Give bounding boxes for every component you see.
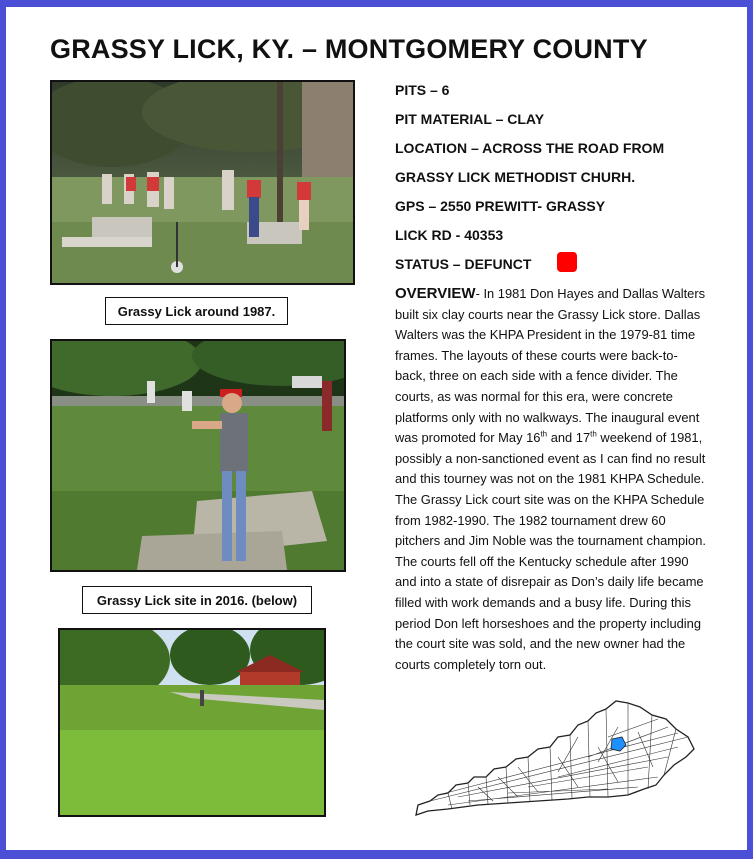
overview-mid: and 17	[547, 430, 591, 446]
photo-pitcher	[50, 339, 346, 572]
overview-text	[395, 284, 707, 675]
overview-lead: - In 1981 Don Hayes and Dallas Walters built six clay courts near the Grassy Lick store. Dallas Walters was the KHPA President in the 1979-81 time frames. The layouts of these courts were back-to-back, three on each side with a fence divider. The courts, as was normal for this era, were concrete platforms only with no walkways. The inaugural event was promoted for May 16	[395, 286, 706, 446]
fact-gps-cont: LICK RD - 40353	[395, 227, 504, 243]
fact-pit-material: PIT MATERIAL – CLAY	[395, 111, 545, 127]
overview-sup-1: th	[540, 429, 548, 439]
kentucky-county-map	[408, 697, 708, 822]
overview-sup-2: th	[590, 429, 597, 439]
caption-photo-2016: Grassy Lick site in 2016. (below)	[82, 586, 312, 614]
photo-1987-players	[50, 80, 355, 285]
photo-2016-site	[58, 628, 326, 817]
fact-gps: GPS – 2550 PREWITT- GRASSY	[395, 198, 606, 214]
page-title: GRASSY LICK, KY. – MONTGOMERY COUNTY	[50, 34, 648, 64]
overview-heading: OVERVIEW	[395, 285, 476, 302]
fact-status-text: STATUS – DEFUNCT	[395, 256, 532, 272]
caption-photo-1987: Grassy Lick around 1987.	[105, 297, 288, 325]
overview-rest: weekend of 1981, possibly a non-sanctioned event as I can find no result and this tourney was not on the 1981 KHPA Schedule. The Grassy Lick court site was on the KHPA Schedule from 1982-1990. The 1982 tournament drew 60 pitchers and Jim Noble was the tournament champion. The courts fell off the Kentucky schedule after 1990 and into a state of disrepair as Don’s daily life became filled with work demands and a busy life. During this period Don left horseshoes and the property including the court site was sold, and the new owner had the courts completely torn out.	[395, 430, 706, 672]
fact-location: LOCATION – ACROSS THE ROAD FROM	[395, 140, 665, 156]
fact-pits: PITS – 6	[395, 82, 450, 98]
fact-location-cont: GRASSY LICK METHODIST CHURH.	[395, 169, 636, 185]
status-indicator	[557, 252, 577, 272]
fact-status	[395, 256, 531, 272]
